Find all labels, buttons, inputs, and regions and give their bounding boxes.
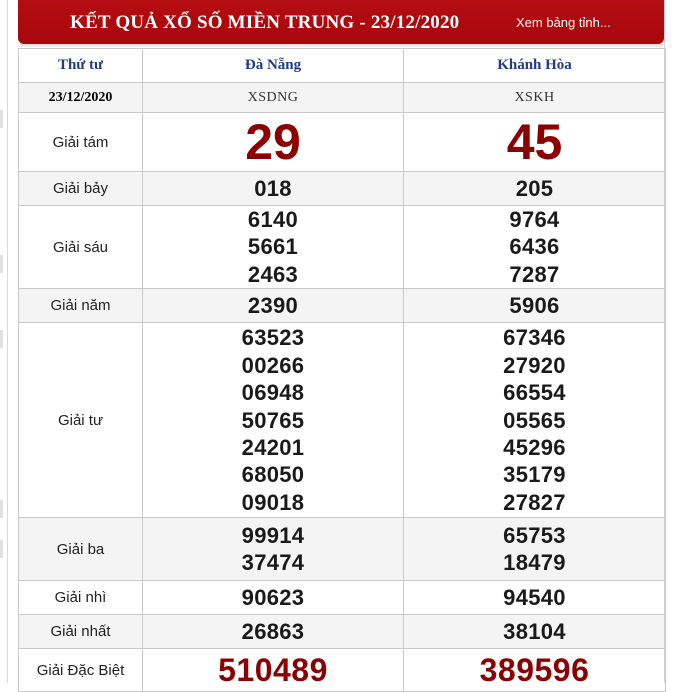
prize-label: Giải sáu	[19, 206, 143, 289]
prize-number: 26863	[241, 619, 305, 645]
prize-label: Giải nhì	[19, 581, 143, 615]
prize-number: 5661	[247, 234, 299, 260]
prize-number: 37474	[241, 550, 305, 576]
prize-number: 27827	[503, 489, 566, 515]
prize-number: 65753	[503, 522, 566, 548]
weekday-header: Thứ tư	[19, 49, 143, 83]
results-header	[18, 0, 664, 44]
prize-cell-da-nang	[143, 649, 404, 692]
prize-number: 06948	[241, 380, 305, 406]
prize-label: Giải nhất	[19, 615, 143, 649]
left-divider	[7, 0, 8, 683]
prize-number: 2390	[247, 293, 299, 319]
prize-cell-da-nang	[143, 581, 404, 615]
prize-number: 24201	[241, 434, 305, 460]
prize-row	[19, 206, 666, 289]
prize-number: 6436	[509, 234, 560, 260]
prize-row	[19, 615, 666, 649]
prize-number: 63523	[241, 325, 305, 351]
prize-label: Giải ba	[19, 518, 143, 581]
prize-label: Giải năm	[19, 289, 143, 323]
prize-cell-da-nang	[143, 289, 404, 323]
prize-number: 38104	[503, 619, 566, 645]
prize-number: 510489	[218, 652, 328, 689]
lottery-code-da-nang: XSDNG	[143, 83, 404, 113]
prize-row	[19, 113, 666, 172]
prize-cell-da-nang	[143, 518, 404, 581]
prize-number: 6140	[247, 207, 299, 232]
prize-cell-khanh-hoa	[404, 323, 666, 518]
prize-number: 35179	[503, 462, 566, 488]
prize-number: 09018	[241, 489, 305, 515]
prize-cell-khanh-hoa	[404, 649, 666, 692]
province-header-khanh-hoa[interactable]: Khánh Hòa	[404, 49, 666, 83]
prize-number: 45	[506, 114, 563, 170]
prize-cell-khanh-hoa	[404, 289, 666, 323]
prize-number: 5906	[509, 293, 560, 319]
prize-row	[19, 581, 666, 615]
prize-number: 45296	[503, 434, 566, 460]
prize-number: 7287	[509, 261, 560, 287]
prize-number: 2463	[247, 261, 299, 287]
prize-number: 67346	[503, 325, 566, 351]
prize-label: Giải Đặc Biệt	[19, 649, 143, 692]
prize-number: 68050	[241, 462, 305, 488]
prize-label: Giải tám	[19, 113, 143, 172]
prize-number: 9764	[509, 207, 560, 232]
prize-cell-da-nang	[143, 323, 404, 518]
prize-cell-khanh-hoa	[404, 206, 666, 289]
gutter-mark	[0, 540, 3, 558]
view-provinces-link[interactable]: Xem bảng tỉnh...	[516, 15, 611, 30]
draw-date: 23/12/2020	[19, 83, 143, 113]
prize-number: 66554	[503, 380, 566, 406]
results-table	[18, 48, 666, 692]
prize-row	[19, 649, 666, 692]
prize-row	[19, 172, 666, 206]
prize-number: 205	[515, 175, 554, 201]
prize-number: 90623	[241, 585, 305, 611]
prize-cell-khanh-hoa	[404, 172, 666, 206]
prize-number: 389596	[479, 652, 590, 689]
prize-number: 29	[245, 114, 301, 170]
prize-number: 27920	[503, 352, 566, 378]
prize-cell-khanh-hoa	[404, 615, 666, 649]
prize-number: 018	[254, 175, 292, 201]
prize-number: 50765	[241, 407, 305, 433]
prize-row	[19, 518, 666, 581]
gutter-mark	[0, 110, 3, 128]
table-header-row	[19, 49, 666, 83]
prize-cell-da-nang	[143, 172, 404, 206]
prize-number: 94540	[503, 585, 566, 611]
prize-cell-khanh-hoa	[404, 581, 666, 615]
prize-cell-da-nang	[143, 615, 404, 649]
prize-label: Giải tư	[19, 323, 143, 518]
prize-row	[19, 323, 666, 518]
prize-number: 00266	[241, 352, 305, 378]
right-divider	[664, 0, 665, 683]
province-header-da-nang[interactable]: Đà Nẵng	[143, 49, 404, 83]
prize-cell-da-nang	[143, 206, 404, 289]
gutter-mark	[0, 255, 3, 273]
prize-row	[19, 289, 666, 323]
prize-number: 05565	[503, 407, 566, 433]
results-title: KẾT QUẢ XỔ SỐ MIỀN TRUNG - 23/12/2020	[70, 12, 460, 33]
prize-cell-khanh-hoa	[404, 113, 666, 172]
prize-number: 18479	[503, 550, 566, 576]
prize-cell-da-nang	[143, 113, 404, 172]
prize-label: Giải bảy	[19, 172, 143, 206]
prize-cell-khanh-hoa	[404, 518, 666, 581]
gutter-mark	[0, 330, 3, 348]
prize-number: 99914	[241, 522, 305, 548]
table-subheader-row	[19, 83, 666, 113]
lottery-code-khanh-hoa: XSKH	[404, 83, 666, 113]
gutter-mark	[0, 500, 3, 518]
